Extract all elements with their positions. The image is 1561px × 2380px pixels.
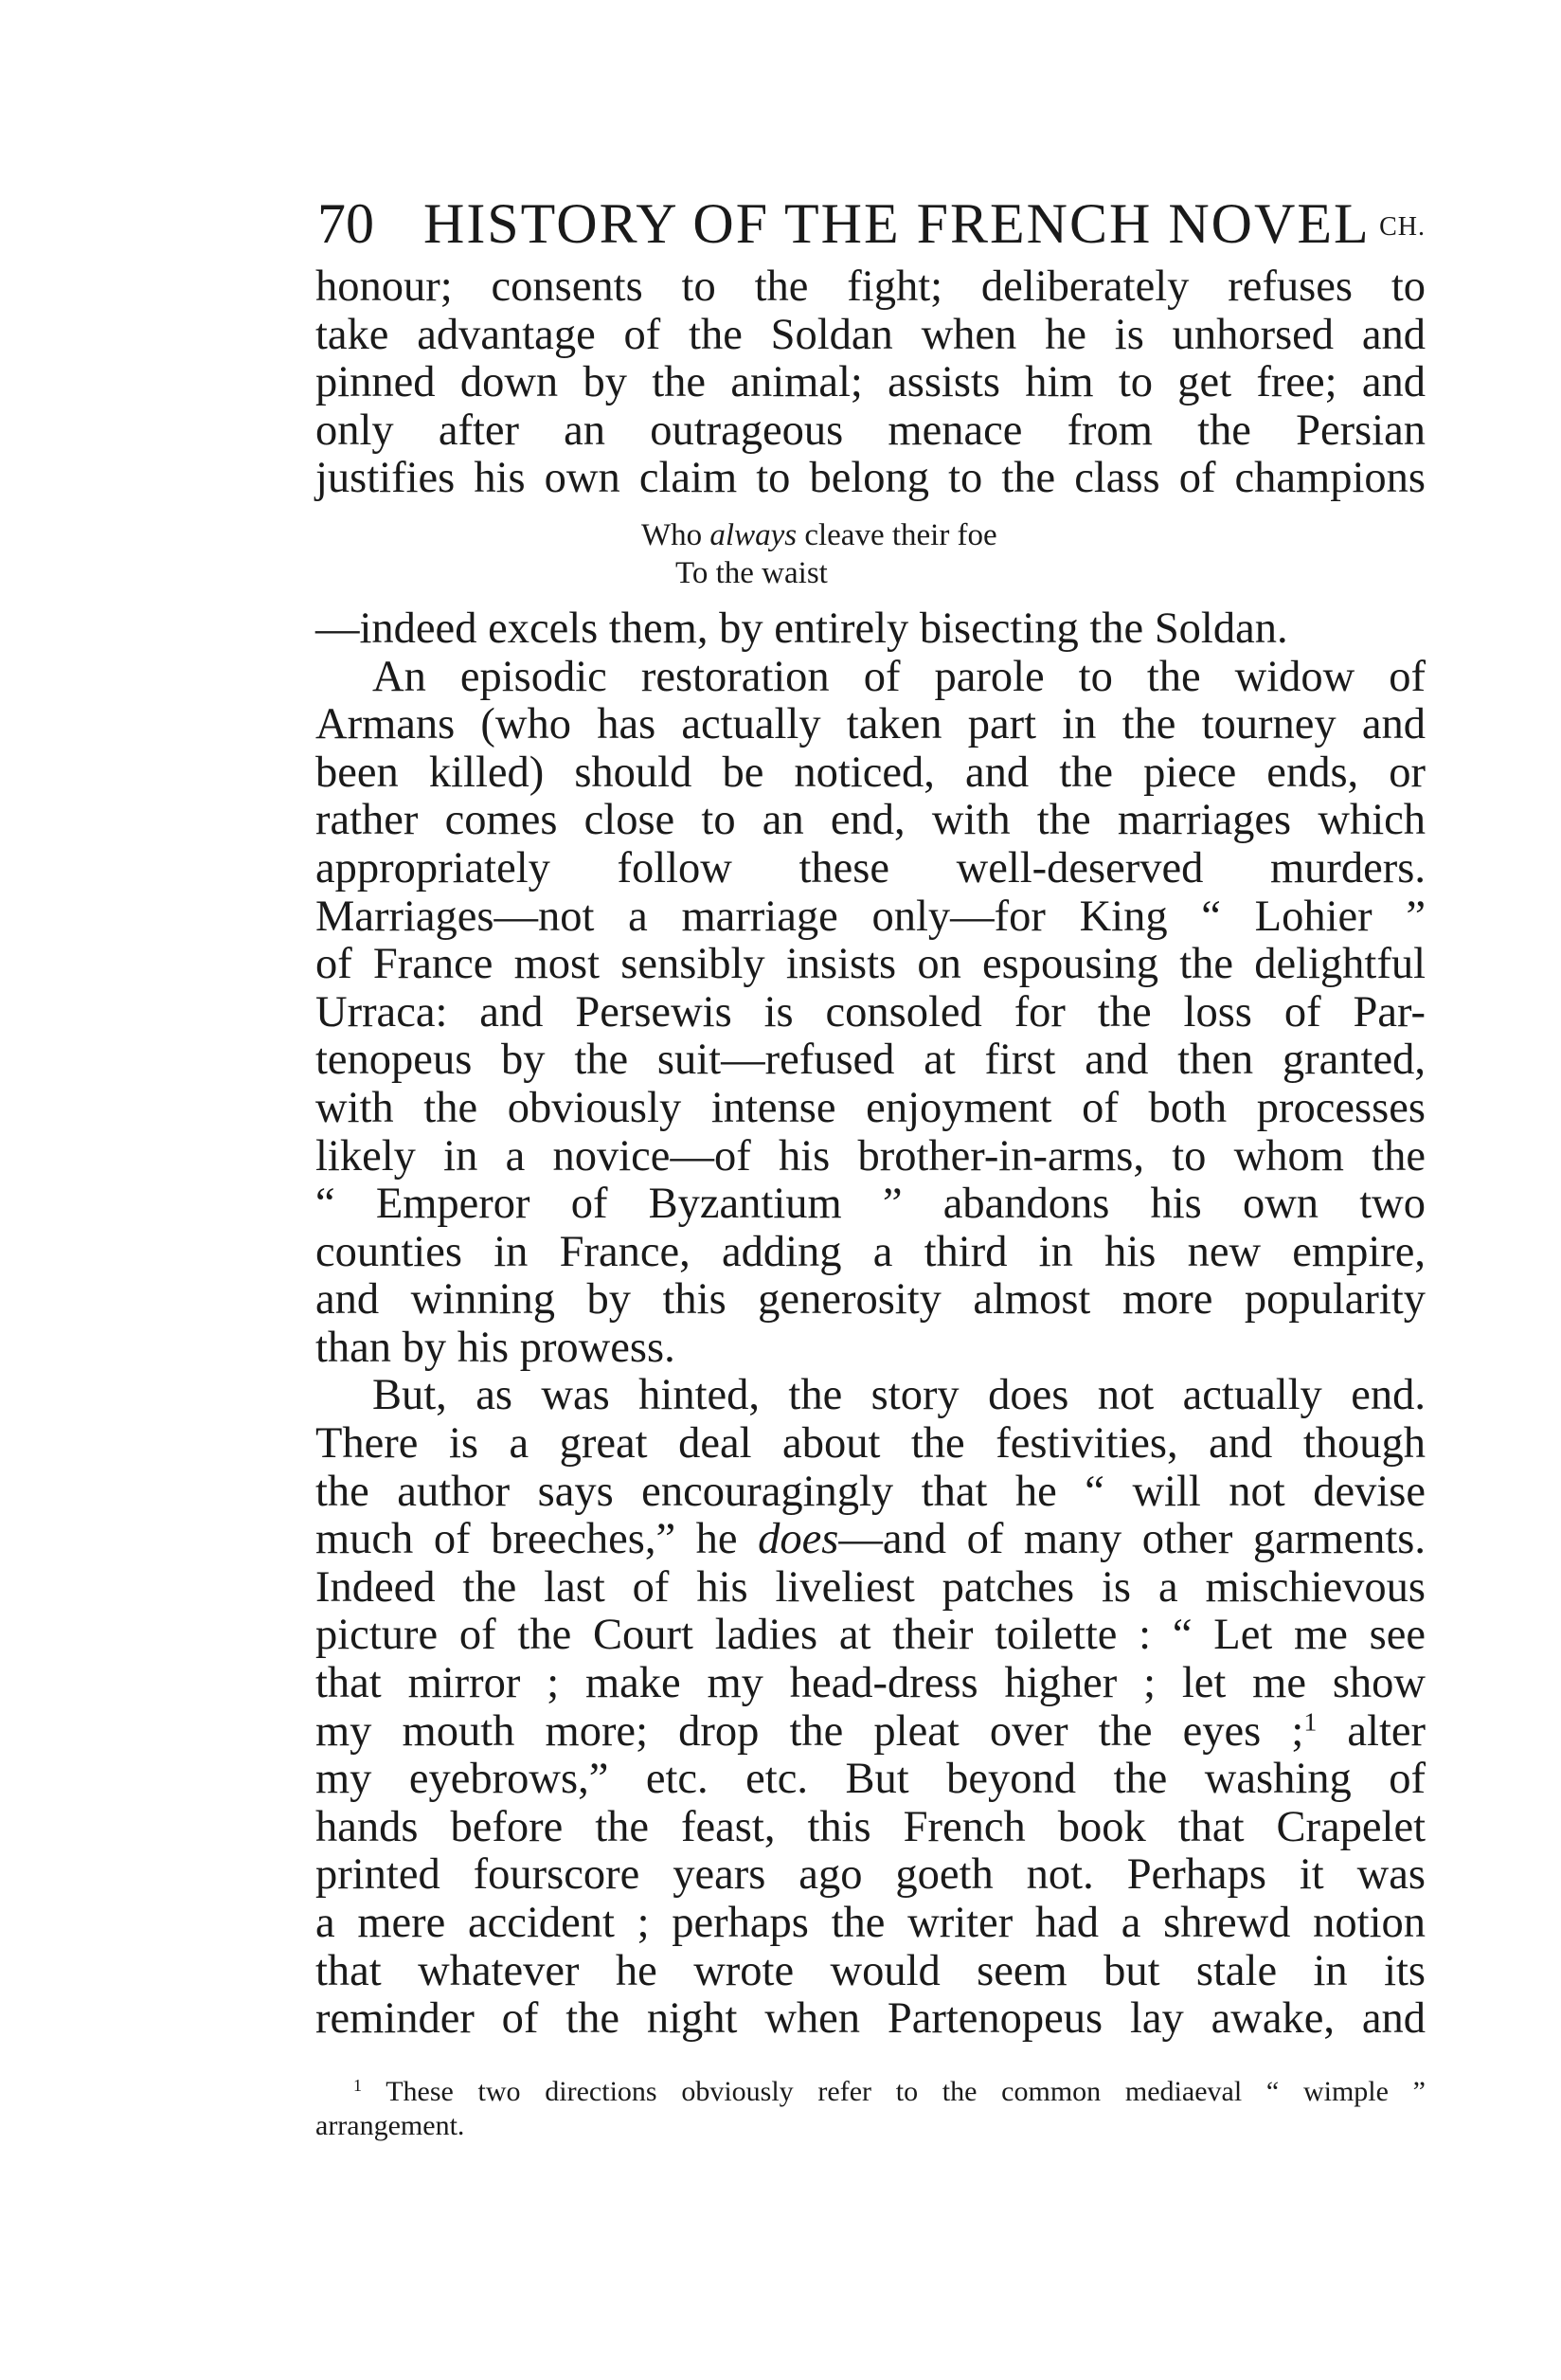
text-line: with the obviously intense enjoyment of both processes: [315, 1083, 1426, 1132]
emphasis: does: [758, 1515, 839, 1564]
text-line: But, as was hinted, the story does not actually end.: [372, 1371, 1426, 1420]
text-line: “ Emperor of Byzantium ” abandons his own two: [315, 1180, 1426, 1229]
text-line: An episodic restoration of parole to the widow of: [372, 652, 1426, 701]
text-line: my eyebrows,” etc. etc. But beyond the washing of: [315, 1755, 1426, 1804]
verse-line: To the waist: [675, 555, 828, 590]
text-line: counties in France, adding a third in his new empire,: [315, 1227, 1426, 1276]
page-header: [317, 186, 1426, 261]
text-run: —and of many other garments.: [838, 1515, 1426, 1564]
text-line: honour; consents to the fight; deliberately refuses to: [315, 262, 1426, 311]
text-line: that whatever he wrote would seem but stale in its: [315, 1946, 1426, 1995]
text-line: than by his prowess.: [315, 1323, 675, 1372]
text-line: hands before the feast, this French book that Crapelet: [315, 1802, 1426, 1851]
text-line: likely in a novice—of his brother-in-arms, to whom the: [315, 1131, 1426, 1181]
verse-quote: [315, 503, 1426, 605]
running-title: HISTORY OF THE FRENCH NOVEL: [423, 192, 1371, 255]
text-line: been killed) should be noticed, and the piece ends, or: [315, 748, 1426, 797]
text-run: much of breeches,” he: [315, 1515, 759, 1564]
text-run: alter: [1317, 1706, 1426, 1756]
paragraph-3: [315, 1372, 1426, 2043]
footnote-line: [315, 2075, 1426, 2109]
text-line: of France most sensibly insists on espousing the delightful: [315, 940, 1426, 989]
text-line: and winning by this generosity almost more popularity: [315, 1275, 1426, 1325]
footnote: [315, 2075, 1426, 2143]
text-line: [315, 1708, 1426, 1757]
text-line: rather comes close to an end, with the marriages which: [315, 796, 1426, 845]
verse-line: [315, 516, 1426, 554]
text-line: Urraca: and Persewis is consoled for the loss of Par-: [315, 987, 1426, 1037]
text-line: printed fourscore years ago goeth not. Perhaps it was: [315, 1850, 1426, 1900]
chapter-abbrev: CH.: [1379, 212, 1426, 242]
text-line: [315, 1516, 1426, 1564]
text-line: Marriages—not a marriage only—for King “ Lohier ”: [315, 892, 1426, 941]
verse-text: cleave their foe: [797, 517, 997, 552]
footnote-marker: 1: [353, 2076, 362, 2096]
page-number: 70: [317, 192, 374, 255]
text-line: There is a great deal about the festivities, and though: [315, 1419, 1426, 1469]
text-line: take advantage of the Soldan when he is unhorsed and: [315, 310, 1426, 359]
verse-emphasis: always: [709, 517, 798, 552]
text-line: a mere accident ; perhaps the writer had a shrewd notion: [315, 1899, 1426, 1947]
text-line: pinned down by the animal; assists him to get free; and: [315, 358, 1426, 407]
paragraph-1: [315, 263, 1426, 503]
text-line: the author says encouragingly that he “ will not devise: [315, 1467, 1426, 1516]
text-line: tenopeus by the suit—refused at first and then granted,: [315, 1036, 1426, 1085]
text-run: my mouth more; drop the pleat over the eyes ;: [315, 1706, 1304, 1756]
text-line: only after an outrageous menace from the Persian: [315, 406, 1426, 455]
text-line: picture of the Court ladies at their toilette : “ Let me see: [315, 1611, 1426, 1660]
text-line: Indeed the last of his liveliest patches is a mischievous: [315, 1562, 1426, 1612]
footnote-reference[interactable]: 1: [1303, 1707, 1318, 1738]
footnote-text: These two directions obviously refer to the common mediaeval “ wimple ”: [362, 2076, 1426, 2107]
body-text: [315, 263, 1426, 2044]
paragraph-2: [315, 605, 1426, 1373]
text-line: reminder of the night when Partenopeus lay awake, and: [315, 1994, 1426, 2044]
verse-text: Who: [641, 517, 710, 552]
text-line: that mirror ; make my head-dress higher ; let me show: [315, 1659, 1426, 1708]
text-line: appropriately follow these well-deserved murders.: [315, 843, 1426, 892]
text-line: Armans (who has actually taken part in the tourney and: [315, 700, 1426, 749]
footnote-line: arrangement.: [315, 2110, 465, 2141]
text-line: justifies his own claim to belong to the class of champions: [315, 454, 1426, 503]
text-line: —indeed excels them, by entirely bisecting the Soldan.: [315, 604, 1288, 653]
